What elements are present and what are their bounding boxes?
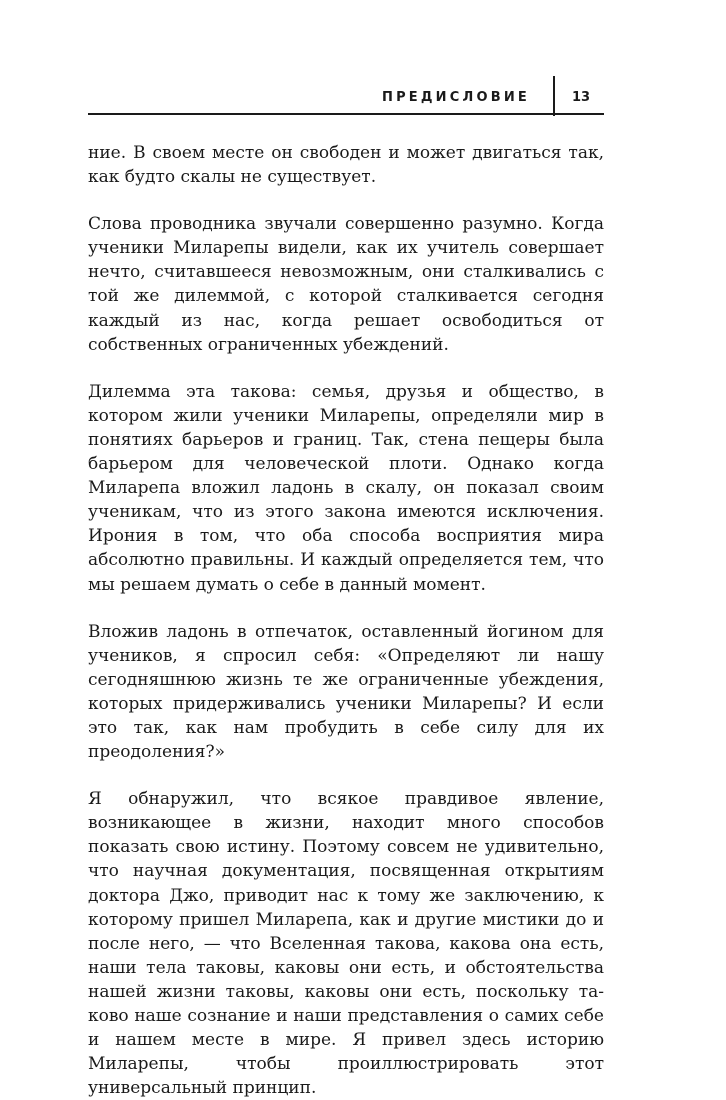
body-text bbox=[88, 141, 604, 1100]
paragraph: Вложив ладонь в отпечаток, оставленный йогином для учеников, я спросил себя: «Определяют ли нашу сегодняшнюю жизнь те же ограниченные убеждения, которых придерживались ученики Миларепы? И если это так, как нам пробудить в себе силу для их преодоления?» bbox=[88, 621, 604, 763]
header-rule bbox=[88, 113, 604, 115]
page-number: 13 bbox=[572, 90, 591, 105]
running-head bbox=[88, 84, 604, 116]
paragraph: Я обнаружил, что всякое правдивое явление, возникающее в жизни, находит много способов показать свою истину. Поэтому совсем не удивительно, что научная документация, посвященная открытиям доктора Джо, приводит нас к тому же заключению, к которому пришел Миларепа, как и другие мистики до и после него, — что Вселенная такова, какова она есть, наши тела таковы, каковы они есть, и обстоятельства нашей жизни таковы, каковы они есть, поскольку таково наше сознание и наши представления о самих себе и нашем месте в мире. Я привел здесь историю Миларепы, чтобы проиллюстрировать этот универсальный принцип. bbox=[88, 789, 604, 1099]
header-divider bbox=[553, 76, 555, 116]
paragraph: Дилемма эта такова: семья, друзья и общество, в котором жили ученики Миларепы, определяли мир в понятиях барьеров и границ. Так, стена пещеры была барьером для человеческой плоти. Однако когда Миларепа вложил ладонь в скалу, он показал своим ученикам, что из этого закона имеются исключения. Ирония в том, что оба способа восприятия мира абсолютно правильны. И каждый определяется тем, что мы решаем думать о себе в данный момент. bbox=[88, 381, 604, 595]
section-title: ПРЕДИСЛОВИЕ bbox=[381, 90, 530, 105]
paragraph: Слова проводника звучали совершенно разумно. Когда ученики Миларепы видели, как их учитель совершает нечто, считавшееся невозможным, они сталкивались с той же дилеммой, с которой сталкивается сегодня каждый из нас, когда решает освободиться от собственных ограниченных убеждений. bbox=[88, 214, 604, 355]
paragraph: ние. В своем месте он свободен и может двигаться так, как будто скалы не существует. bbox=[88, 143, 604, 188]
